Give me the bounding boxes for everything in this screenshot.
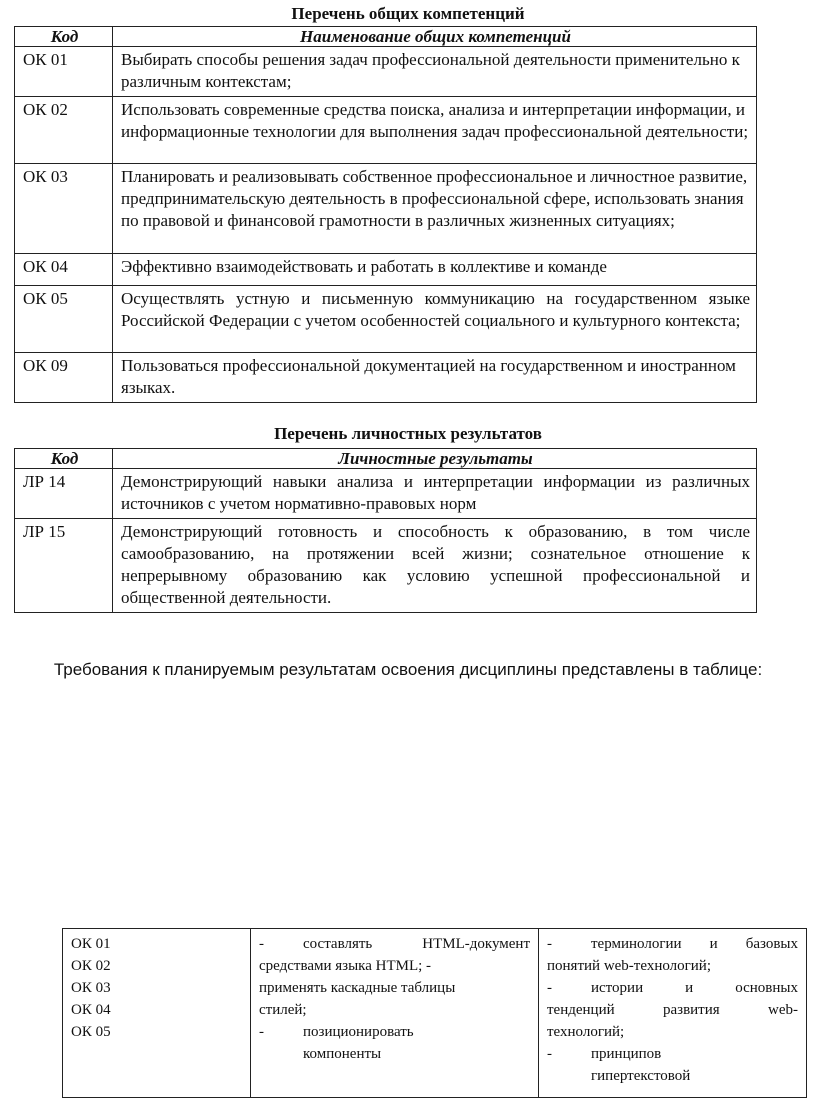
table-row [15,47,757,97]
personal-results-table [14,448,757,613]
table-row [15,97,757,164]
list-dash: - [547,936,552,952]
code-line: ОК 05 [71,1024,111,1040]
list-item [547,933,798,955]
list-text: применять каскадные таблицы [259,980,456,996]
competencies-title: Перечень общих компетенций [291,4,525,23]
code-cell: ОК 09 [15,353,113,403]
text-cell: Демонстрирующий навыки анализа и интерпретации информации из различных источников с учетом нормативно-правовых норм [113,469,757,519]
list-text: принципов [591,1046,662,1062]
requirements-intro: Требования к планируемым результатам освоения дисциплины представлены в таблице: [53,660,763,679]
table-row [15,286,757,353]
code-line: ОК 03 [71,980,111,996]
code-cell: ОК 03 [15,164,113,254]
column-header-results: Личностные результаты [113,449,757,469]
list-text: терминологии и базовых [591,936,798,952]
competencies-table [14,26,757,403]
code-cell: ОК 04 [15,254,113,286]
code-line: ОК 02 [71,958,111,974]
code-cell: ОК 05 [15,286,113,353]
text-cell: Пользоваться профессиональной документацией на государственном и иностранном языках. [113,353,757,403]
table-row [15,469,757,519]
personal-results-title: Перечень личностных результатов [274,424,542,443]
code-cell: ОК 02 [15,97,113,164]
text-cell: Выбирать способы решения задач профессиональной деятельности применительно к различным контекстам; [113,47,757,97]
column-header-name: Наименование общих компетенций [113,27,757,47]
table-header-row [15,27,757,47]
list-text: средствами языка HTML; - [259,958,432,974]
code-cell: ЛР 15 [15,519,113,613]
list-item [547,977,798,999]
text-cell: Планировать и реализовывать собственное профессиональное и личностное развитие, предпринимательскую деятельность в профессиональной сфере, использовать знания по правовой и финансовой грамотности в различных жизненных ситуациях; [113,164,757,254]
code-cell: ОК 01 [15,47,113,97]
list-dash: - [259,936,264,952]
table-row [15,254,757,286]
list-text: позиционировать [303,1024,414,1040]
text-cell: Эффективно взаимодействовать и работать в коллективе и команде [113,254,757,286]
list-dash: - [547,980,552,996]
list-text: гипертекстовой [591,1068,691,1084]
list-text: тенденций развития web- [547,1002,798,1018]
table-row [63,929,807,1098]
code-line: ОК 01 [71,936,111,952]
list-dash: - [547,1046,552,1062]
list-text: понятий web-технологий; [547,958,712,974]
table-row [15,164,757,254]
text-cell: Осуществлять устную и письменную коммуникацию на государственном языке Российской Федерации с учетом особенностей социального и культурного контекста; [113,286,757,353]
knowledge-cell [539,929,807,1098]
code-cell: ЛР 14 [15,469,113,519]
list-text: составлять HTML-документ [303,936,530,952]
list-item [259,933,530,955]
list-item [547,1043,798,1065]
list-text: истории и основных [591,980,798,996]
text-cell: Демонстрирующий готовность и способность к образованию, в том числе самообразованию, на протяжении всей жизни; сознательное отношение к непрерывному образованию как условию успешной профессиональной и общественной деятельности. [113,519,757,613]
list-dash: - [259,1024,264,1040]
skills-cell [251,929,539,1098]
codes-cell [63,929,251,1098]
list-text: технологий; [547,1024,625,1040]
table-row [15,519,757,613]
text-cell: Использовать современные средства поиска, анализа и интерпретации информации, и информационные технологии для выполнения задач профессиональной деятельности; [113,97,757,164]
column-header-code: Код [15,27,113,47]
list-text: стилей; [259,1002,307,1018]
list-text: компоненты [303,1046,382,1062]
table-row [15,353,757,403]
list-item [259,1021,530,1043]
code-line: ОК 04 [71,1002,111,1018]
column-header-code: Код [15,449,113,469]
requirements-table [62,928,807,1098]
table-header-row [15,449,757,469]
